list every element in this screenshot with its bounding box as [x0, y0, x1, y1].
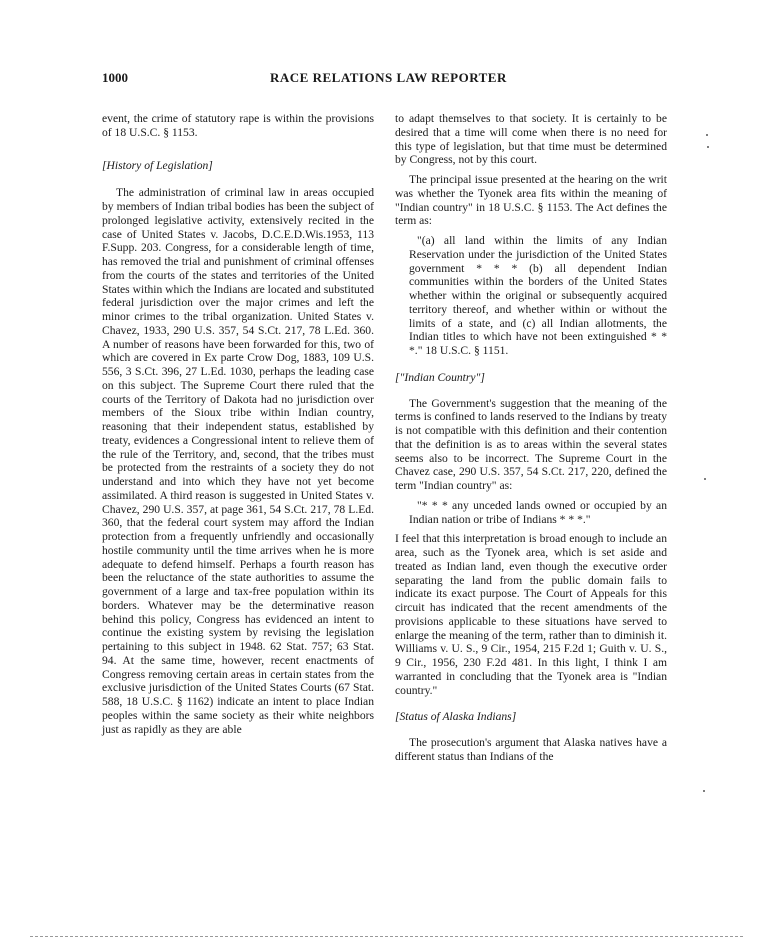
- margin-mark: [706, 134, 708, 136]
- section-heading: ["Indian Country"]: [395, 370, 485, 384]
- left-column: [102, 112, 374, 736]
- paragraph: I feel that this interpretation is broad enough to include an area, such as the Tyonek area, which is set aside and treated as Indian land, even though the executive order separating the land from the public domain fails to indicate its exact purpose. The Court of Appeals for this circuit has indicated that the recent amendments of the provisions applicable to these situations have served to enlarge the meaning of the term, rather than to diminish it. Williams v. U. S., 9 Cir., 1954, 215 F.2d 1; Guith v. U. S., 9 Cir., 1956, 230 F.2d 481. In this light, I think I am warranted in concluding that the Tyonek area is "Indian country.": [395, 532, 667, 697]
- paragraph: The Government's suggestion that the meaning of the terms is confined to lands reserved to the Indians by treaty is not compatible with this definition and their contention that the definition is as to areas within the several states seems also to be incorrect. The Supreme Court in the Chavez case, 290 U.S. 357, 54 S.Ct. 217, 220, defined the term "Indian country" as:: [395, 396, 667, 492]
- margin-mark: [704, 478, 706, 480]
- paragraph: The prosecution's argument that Alaska natives have a different status than Indians of the: [395, 736, 667, 763]
- page-header: [102, 70, 683, 90]
- section-heading: [History of Legislation]: [102, 158, 213, 172]
- paragraph: to adapt themselves to that society. It is certainly to be desired that a time will come when there is no need for this type of legislation, but that time must be determined by Congress, not by this court.: [395, 112, 667, 167]
- block-quote: "* * * any unceded lands owned or occupied by an Indian nation or tribe of Indians * * *.": [409, 498, 667, 526]
- margin-mark: [703, 790, 705, 792]
- paragraph: The administration of criminal law in areas occupied by members of Indian tribal bodies has been the subject of prolonged legislative activity, extensively recited in the case of United States v. Jacobs, D.C.E.D.Wis.1953, 113 F.Supp. 203. Congress, for a considerable length of time, has removed the trial and punishment of criminal offenses from the courts of the states and territories of the United States within which the Indians are located and substituted federal jurisdiction over the major crimes and left the minor crimes to the tribal organization. United States v. Chavez, 1933, 290 U.S. 357, 54 S.Ct. 217, 78 L.Ed. 360. A number of reasons have been forwarded for this, two of which are covered in Ex parte Crow Dog, 1883, 109 U.S. 556, 3 S.Ct. 396, 27 L.Ed. 1030, perhaps the leading case on this subject. The Supreme Court there ruled that the courts of the Territory of Dakota had no jurisdiction over members of the Sioux tribe within Indian country, reasoning that their independent status, established by treaty, evidences a Congressional intent to relieve them of the rule of the Territory, and, second, that the tribes must be protected from the restraints of a society they do not understand and into which they have not yet become assimilated. A third reason is suggested in United States v. Chavez, 290 U.S. 357, at page 361, 54 S.Ct. 217, 78 L.Ed. 360, that the federal court system may afford the Indian protection from a frequently unfriendly and occasionally hostile community until the time arrives when he is more adequate to defend himself. Perhaps a fourth reason has been the reluctance of the state authorities to assume the government of a large and tax-free population within its borders. Whatever may be the determinative reason behind this policy, Congress has evidenced an intent to continue the existing system by revising the legislation pertaining to this subject in 1948. 62 Stat. 757; 63 Stat. 94. At the same time, however, recent enactments of Congress removing certain areas in certain states from the exclusive jurisdiction of the United States Courts (67 Stat. 588, 18 U.S.C. § 1162) indicate an intent to place Indian peoples within the same society as their white neighbors just as rapidly as they are able: [102, 186, 374, 736]
- paragraph: event, the crime of statutory rape is within the provisions of 18 U.S.C. § 1153.: [102, 112, 374, 139]
- right-column: [395, 112, 667, 764]
- section-heading: [Status of Alaska Indians]: [395, 710, 517, 724]
- block-quote: "(a) all land within the limits of any Indian Reservation under the jurisdiction of the United States government * * * (b) all dependent Indian communities within the borders of the United States whether within the original or subsequently acquired territory thereof, and whether within or without the limits of a state, and (c) all Indian allotments, the Indian titles to which have not been extinguished * * *." 18 U.S.C. § 1151.: [409, 234, 667, 357]
- running-head: RACE RELATIONS LAW REPORTER: [270, 70, 507, 85]
- page-number: 1000: [102, 70, 128, 85]
- footer-rule: [30, 936, 743, 937]
- margin-mark: [707, 146, 709, 148]
- paragraph: The principal issue presented at the hearing on the writ was whether the Tyonek area fits within the meaning of "Indian country" in 18 U.S.C. § 1153. The Act defines the term as:: [395, 173, 667, 228]
